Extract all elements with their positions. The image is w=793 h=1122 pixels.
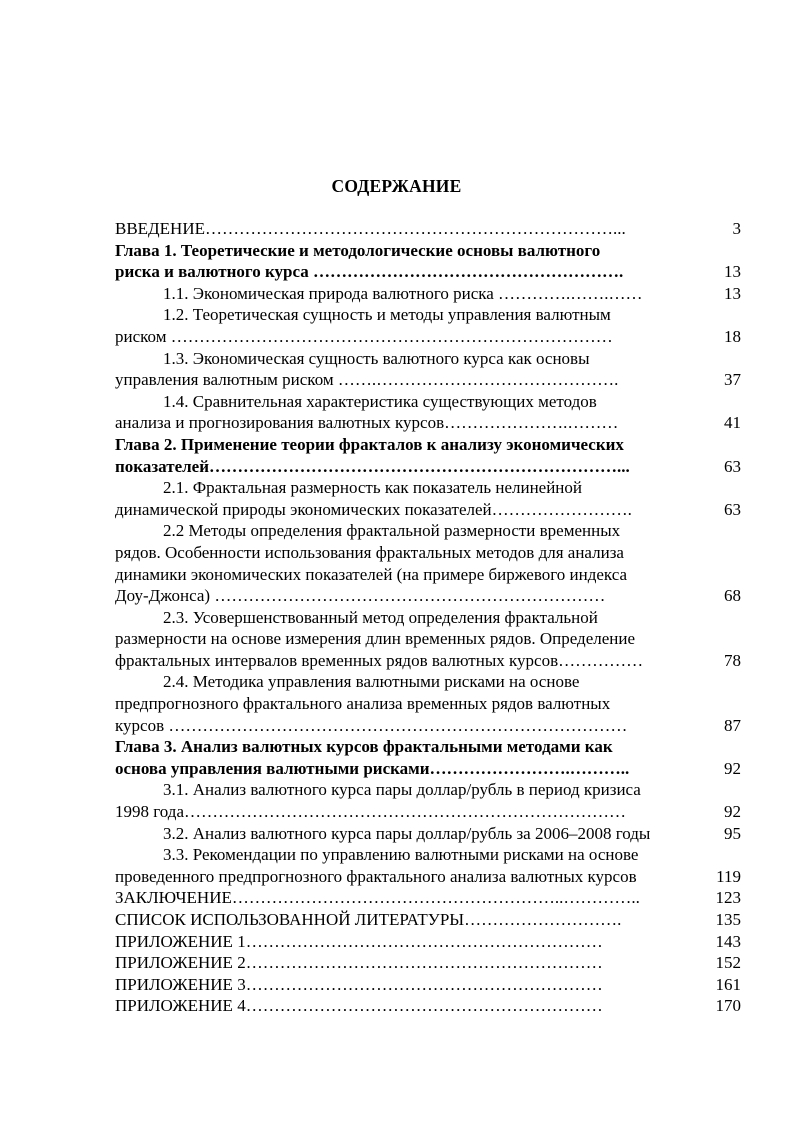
toc-page-number: 3 xyxy=(732,219,741,238)
toc-page-number: 135 xyxy=(715,910,741,929)
toc-page-number: 170 xyxy=(715,996,741,1016)
toc-page-number: 63 xyxy=(724,499,741,519)
toc-entry-chapter-1 xyxy=(115,240,741,283)
toc-entry-text: 2.1. Фрактальная размерность как показатель нелинейной динамической природы экономических показателей……………………. xyxy=(115,478,632,519)
toc-entry-section-1-3 xyxy=(115,348,741,391)
toc-entry-section-2-3 xyxy=(115,607,741,672)
toc-entry-chapter-2 xyxy=(115,434,741,477)
toc-entry-text: ПРИЛОЖЕНИЕ 4……………………………………………………… xyxy=(115,996,603,1016)
toc-entry-introduction xyxy=(115,218,741,240)
toc-entry-appendix-1 xyxy=(115,931,741,953)
toc-page-number: 87 xyxy=(724,715,741,735)
toc-entry-section-3-1 xyxy=(115,779,741,822)
toc-entry-text: 1.2. Теоретическая сущность и методы управления валютным риском …………………………………………………………………… xyxy=(115,305,613,346)
toc-page-number: 119 xyxy=(716,866,741,886)
toc-page-number: 68 xyxy=(724,586,741,606)
toc-entry-text: Глава 3. Анализ валютных курсов фрактальными методами как основа управления валютными рисками…………………….……….. xyxy=(115,737,630,778)
toc-entry-text: 2.4. Методика управления валютными рисками на основе предпрогнозного фрактального анализа временных рядов валютных курсов ……………………………………………………………………… xyxy=(115,672,628,735)
toc-page-number: 13 xyxy=(724,262,741,282)
page-title: СОДЕРЖАНИЕ xyxy=(331,176,462,196)
toc-entry-chapter-3 xyxy=(115,736,741,779)
toc-page-number: 143 xyxy=(715,931,741,951)
toc-entry-section-1-4 xyxy=(115,391,741,434)
toc-entry-text: ПРИЛОЖЕНИЕ 1……………………………………………………… xyxy=(115,931,603,951)
table-of-contents xyxy=(115,218,741,1017)
toc-entry-text: 1.3. Экономическая сущность валютного курса как основы управления валютным риском …….……………………………………. xyxy=(115,348,619,390)
toc-entry-section-3-3 xyxy=(115,844,741,887)
toc-entry-text: 1.1. Экономическая природа валютного риска ………….…….…… xyxy=(163,283,643,303)
toc-entry-bibliography xyxy=(115,909,741,931)
toc-entry-text: Глава 2. Применение теории фракталов к анализу экономических показателей………………………………………………………………... xyxy=(115,434,630,476)
toc-page-number: 18 xyxy=(724,326,741,346)
toc-page-number: 92 xyxy=(724,758,741,778)
toc-entry-text: ЗАКЛЮЧЕНИЕ…………………………………………………..………….. xyxy=(115,888,640,908)
toc-page-number: 37 xyxy=(724,370,741,390)
toc-entry-text: ПРИЛОЖЕНИЕ 2……………………………………………………… xyxy=(115,953,603,973)
toc-page-number: 41 xyxy=(724,413,741,433)
toc-entry-section-2-4 xyxy=(115,671,741,736)
toc-entry-section-3-2 xyxy=(115,823,741,845)
toc-entry-section-2-1 xyxy=(115,477,741,520)
toc-page-number: 63 xyxy=(724,456,741,476)
toc-entry-section-2-2 xyxy=(115,520,741,606)
toc-page-number: 13 xyxy=(724,283,741,303)
toc-page-number: 78 xyxy=(724,650,741,670)
toc-entry-text: 3.3. Рекомендации по управлению валютными рисками на основе проведенного предпрогнозного фрактального анализа валютных курсов xyxy=(115,845,639,886)
toc-entry-section-1-1 xyxy=(115,283,741,305)
toc-entry-text: 2.3. Усовершенствованный метод определения фрактальной размерности на основе измерения длин временных рядов. Определение фрактальных интервалов временных рядов валютных курсов…………… xyxy=(115,607,644,670)
toc-entry-appendix-3 xyxy=(115,974,741,996)
toc-page-number: 95 xyxy=(724,823,741,843)
toc-entry-text: ВВЕДЕНИЕ………………………………………………………………... xyxy=(115,219,626,238)
toc-entry-appendix-4 xyxy=(115,995,741,1017)
toc-entry-text: 3.2. Анализ валютного курса пары доллар/рубль за 2006–2008 годы xyxy=(163,823,651,843)
toc-entry-text: 2.2 Методы определения фрактальной размерности временных рядов. Особенности использования фрактальных методов для анализа динамики экономических показателей (на примере биржевого индекса Доу-Джонса) …………………………………………………………… xyxy=(115,521,628,606)
toc-entry-text: СПИСОК ИСПОЛЬЗОВАННОЙ ЛИТЕРАТУРЫ………………………. xyxy=(115,910,622,929)
toc-entry-text: 3.1. Анализ валютного курса пары доллар/рубль в период кризиса 1998 года…………………………………………………………………… xyxy=(115,780,641,822)
toc-entry-appendix-2 xyxy=(115,952,741,974)
toc-page-number: 152 xyxy=(715,953,741,973)
toc-entry-section-1-2 xyxy=(115,304,741,347)
toc-entry-text: ПРИЛОЖЕНИЕ 3……………………………………………………… xyxy=(115,974,603,994)
toc-entry-text: 1.4. Сравнительная характеристика существующих методов анализа и прогнозирования валютных курсов………………….……… xyxy=(115,391,619,433)
toc-page-number: 123 xyxy=(715,888,741,908)
toc-entry-conclusion xyxy=(115,887,741,909)
toc-page-number: 92 xyxy=(724,802,741,822)
toc-page-number: 161 xyxy=(715,974,741,994)
toc-entry-text: Глава 1. Теоретические и методологические основы валютного риска и валютного курса ………………………………………………. xyxy=(115,240,624,282)
